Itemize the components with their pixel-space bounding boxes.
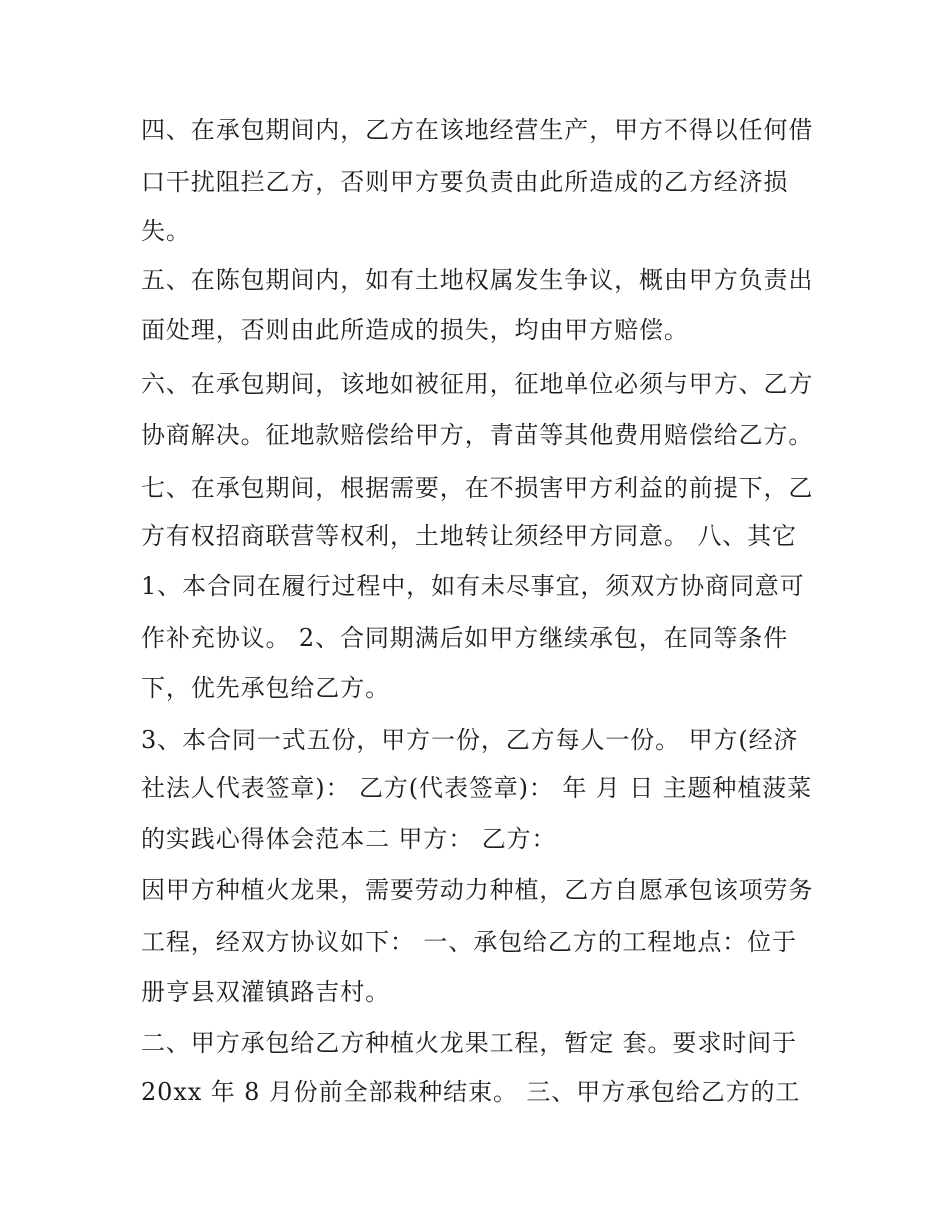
text-line: 3、本合同一式五份，甲方一份，乙方每人一份。 甲方(经济 [141,726,799,754]
text-line: 方有权招商联营等权利，土地转让须经甲方同意。 八、其它 [141,522,797,550]
text-line: 失。 [141,217,191,245]
text-line: 二、甲方承包给乙方种植火龙果工程，暂定 套。要求时间于 [141,1029,797,1057]
text-line: 因甲方种植火龙果，需要劳动力种植，乙方自愿承包该项劳务 [141,876,814,904]
text-line: 七、在承包期间，根据需要，在不损害甲方利益的前提下，乙 [141,474,814,502]
text-line: 口干扰阻拦乙方，否则甲方要负责由此所造成的乙方经济损 [141,168,789,196]
text-line: 协商解决。征地款赔偿给甲方，青苗等其他费用赔偿给乙方。 [141,421,814,449]
text-line: 面处理，否则由此所造成的损失，均由甲方赔偿。 [141,316,689,344]
text-line: 作补充协议。 2、合同期满后如甲方继续承包，在同等条件 [141,624,789,652]
text-line: 四、在承包期间内，乙方在该地经营生产，甲方不得以任何借 [141,116,814,144]
text-line: 五、在陈包期间内，如有土地权属发生争议，概由甲方负责出 [141,266,814,294]
text-line: 工程，经双方协议如下： 一、承包给乙方的工程地点：位于 [141,928,797,956]
text-line: 下，优先承包给乙方。 [141,674,390,702]
text-line: 的实践心得体会范本二 甲方： 乙方： [141,825,557,853]
text-line: 册亨县双灌镇路吉村。 [141,978,390,1006]
text-line: 社法人代表签章)： 乙方(代表签章)： 年 月 日 主题种植菠菜 [141,774,813,802]
text-line: 20xx 年 8 月份前全部栽种结束。 三、甲方承包给乙方的工 [141,1078,801,1106]
text-line: 1、本合同在履行过程中，如有未尽事宜，须双方协商同意可 [141,572,805,600]
text-line: 六、在承包期间，该地如被征用，征地单位必须与甲方、乙方 [141,370,814,398]
